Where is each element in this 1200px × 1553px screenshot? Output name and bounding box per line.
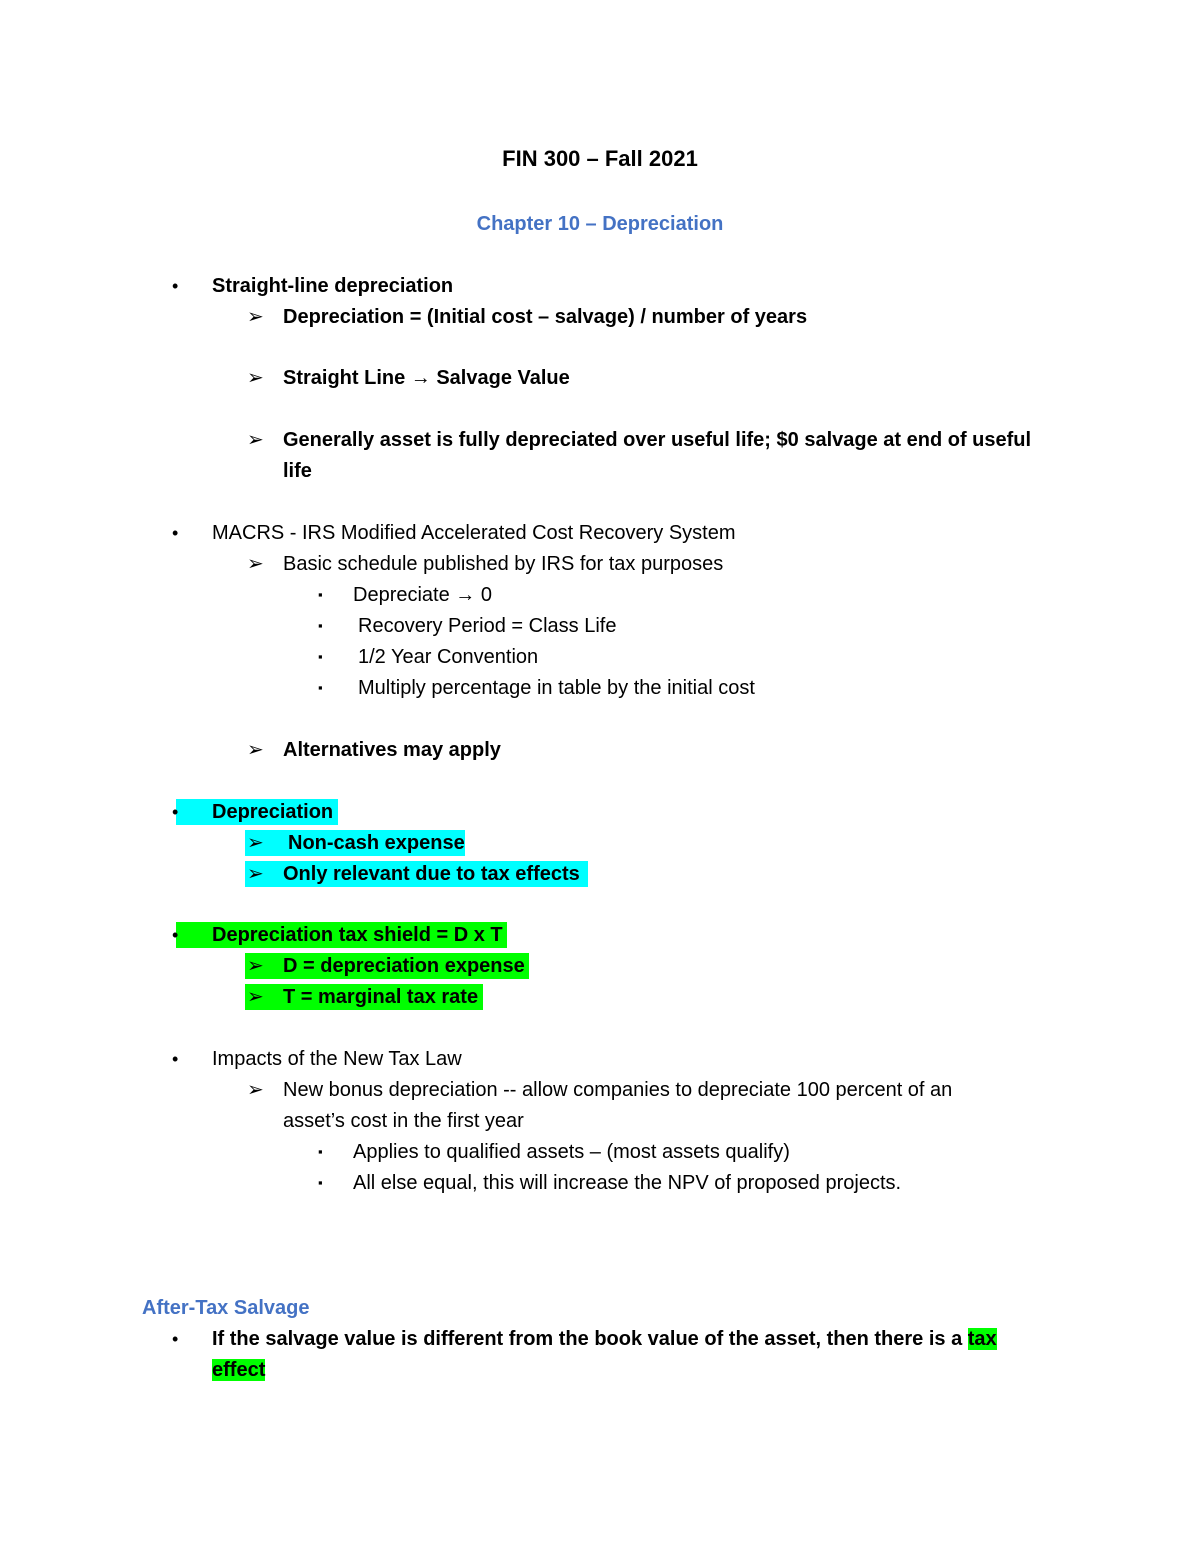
after-tax-salvage-text-continued [212,1357,265,1383]
macrs-subpoint: Basic schedule published by IRS for tax purposes [283,553,724,575]
chapter-heading: Chapter 10 – Depreciation [476,213,724,235]
macrs-point: Depreciate → 0 [353,584,492,606]
bullet-icon: • [172,802,179,822]
straight-line-item: Depreciation = (Initial cost – salvage) / number of years [283,306,808,328]
straight-line-item-continued: life [283,460,312,482]
square-bullet-icon: ▪ [318,680,323,695]
arrow-bullet-icon: ➢ [247,739,264,761]
new-tax-law-heading: Impacts of the New Tax Law [212,1048,462,1070]
highlight-tax: tax [967,1328,997,1350]
page-title: FIN 300 – Fall 2021 [502,146,698,171]
arrow-bullet-icon: ➢ [247,306,264,328]
straight-line-heading: Straight-line depreciation [212,275,454,297]
macrs-point: 1/2 Year Convention [358,646,539,668]
arrow-bullet-icon: ➢ [247,553,264,575]
arrow-bullet-icon: ➢ [247,863,264,885]
bullet-icon: • [172,1329,179,1349]
arrow-bullet-icon: ➢ [247,1079,264,1101]
square-bullet-icon: ▪ [318,587,323,602]
after-tax-salvage-text-plain: If the salvage value is different from the book value of the asset, then there is a [212,1328,968,1350]
arrow-bullet-icon: ➢ [247,986,264,1008]
macrs-heading: MACRS - IRS Modified Accelerated Cost Recovery System [212,522,736,544]
macrs-point: Multiply percentage in table by the initial cost [358,677,755,699]
arrow-bullet-icon: ➢ [247,367,264,389]
bullet-icon: • [172,925,179,945]
new-tax-law-point: All else equal, this will increase the NPV of proposed projects. [353,1172,902,1194]
depreciation-heading: Depreciation [212,801,334,823]
bullet-icon: • [172,523,179,543]
tax-shield-item: T = marginal tax rate [283,986,479,1008]
tax-shield-heading: Depreciation tax shield = D x T [212,924,503,946]
after-tax-salvage-text [212,1326,997,1352]
square-bullet-icon: ▪ [318,1175,323,1190]
macrs-point: Recovery Period = Class Life [358,615,617,637]
straight-line-item: Straight Line → Salvage Value [283,367,570,389]
highlight-effect: effect [212,1359,266,1381]
depreciation-item: Non-cash expense [288,832,465,854]
after-tax-salvage-heading: After-Tax Salvage [142,1297,310,1319]
square-bullet-icon: ▪ [318,1144,323,1159]
arrow-bullet-icon: ➢ [247,832,264,854]
tax-shield-item: D = depreciation expense [283,955,525,977]
bullet-icon: • [172,276,179,296]
square-bullet-icon: ▪ [318,649,323,664]
arrow-bullet-icon: ➢ [247,429,264,451]
macrs-alternatives: Alternatives may apply [283,739,501,761]
arrow-bullet-icon: ➢ [247,955,264,977]
depreciation-item: Only relevant due to tax effects [283,863,580,885]
new-tax-law-subpoint-continued: asset’s cost in the first year [283,1110,524,1132]
bullet-icon: • [172,1049,179,1069]
square-bullet-icon: ▪ [318,618,323,633]
new-tax-law-subpoint: New bonus depreciation -- allow companies to depreciate 100 percent of an [283,1079,953,1101]
straight-line-item: Generally asset is fully depreciated over useful life; $0 salvage at end of useful [283,429,1032,451]
new-tax-law-point: Applies to qualified assets – (most assets qualify) [353,1141,790,1163]
